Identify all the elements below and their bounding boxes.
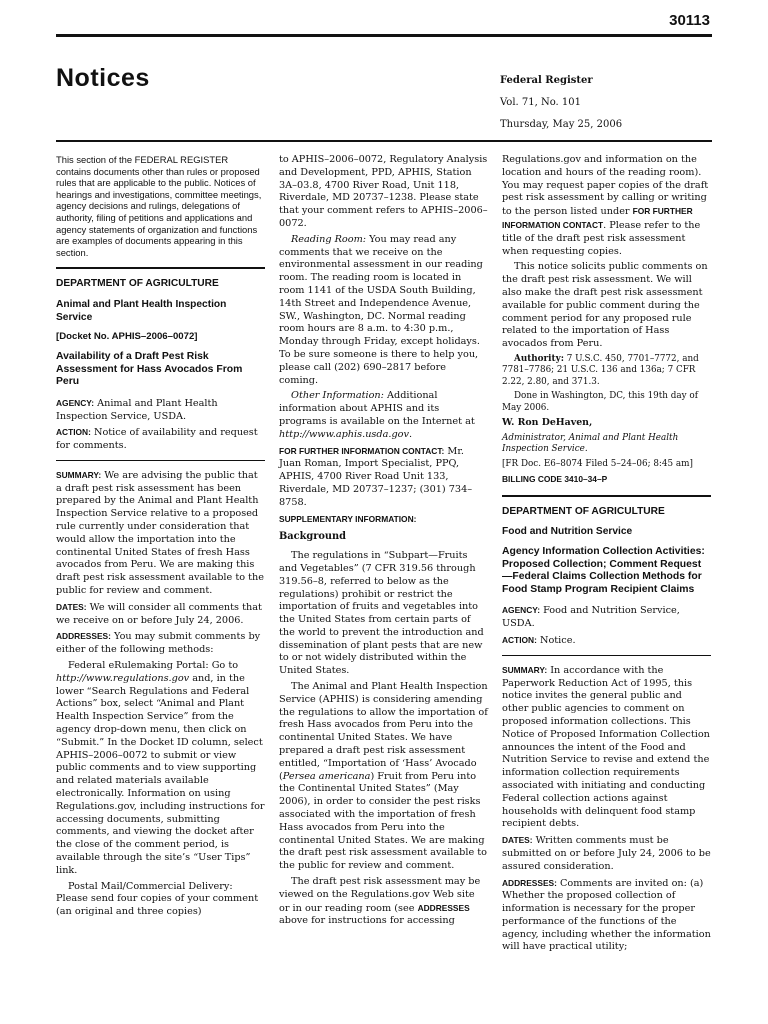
agency-label: AGENCY:	[56, 397, 94, 408]
erulemaking-paragraph	[56, 660, 265, 878]
column-2	[279, 154, 488, 957]
authority-text: 7 U.S.C. 450, 7701–7772, and 7781–7786; 21 U.S.C. 136 and 136a; 7 CFR 2.22, 2.80, and 371.3.	[502, 353, 699, 387]
reading-room-text: You may read any comments that we receive on the environmental assessment in our reading room. The reading room is located in room 1141 of the USDA South Building, 14th Street and Independence Avenue, SW., Washington, DC. Normal reading room hours are 8 a.m. to 4:30 p.m., Monday through Friday, except holidays. To be sure someone is there to help you, please call (202) 690–2817 before coming.	[279, 233, 483, 386]
department-heading: DEPARTMENT OF AGRICULTURE	[56, 278, 219, 290]
background-heading: Background	[279, 531, 347, 543]
dates-field	[56, 601, 265, 628]
column-3	[502, 154, 711, 957]
addresses-label-2: ADDRESSES:	[502, 877, 557, 888]
volume-number: Vol. 71, No. 101	[500, 97, 582, 108]
notice-title-2: Agency Information Collection Activities: Proposed Collection; Comment Request—Federal Claims Collection Methods for Food Stamp Program Recipient Claims	[502, 545, 705, 595]
agency-text: Animal and Plant Health Inspection Service, USDA.	[56, 397, 218, 422]
summary-text-2: In accordance with the Paperwork Reduction Act of 1995, this notice invites the general public and other public agencies to comment on proposed information collections. This Notice of Proposed Information Collection announces the intent of the Food and Nutrition Service to revise and extend the information collection requirements associated with initiating and conducting Federal collection actions against households with delinquent food stamp recipient debts.	[502, 664, 710, 830]
addresses-field-2	[502, 877, 711, 955]
background-text: The Animal and Plant Health Inspection Service (APHIS) is considering amending the regulations to allow the importation of fresh Hass avocados from Peru into the continental United States. We have prepared a draft pest risk assessment entitled, “Importation of ‘Hass’ Avocado (	[279, 681, 488, 782]
background-text-cont: ) Fruit from Peru into the Continental United States” (May 2006), in order to consider the pest risks associated with the importation of fresh Hass avocados from Peru into the continental United States. We are making the draft pest risk assessment available to the public for review and comment.	[279, 770, 487, 872]
dates-text-2: Written comments must be submitted on or before July 24, 2006 to be assured consideration.	[502, 835, 711, 872]
reading-room-paragraph	[279, 234, 488, 388]
section-title: Notices	[56, 64, 150, 92]
action-field-2	[502, 634, 711, 648]
signer-name: W. Ron DeHaven,	[502, 416, 593, 428]
continued-text-cont: . Please refer to the title of the draft pest risk assessment when requesting copies.	[502, 219, 701, 257]
summary-field	[56, 469, 265, 598]
summary-label: SUMMARY:	[56, 469, 102, 480]
agency-field-2	[502, 604, 711, 631]
erulemaking-text: Federal eRulemaking Portal: Go to	[68, 660, 239, 672]
addresses-field	[56, 630, 265, 657]
content-columns	[56, 154, 712, 957]
publication-date: Thursday, May 25, 2006	[500, 119, 623, 130]
action-label: ACTION:	[56, 427, 91, 438]
addresses-text-2: Comments are invited on: (a) Whether the proposed collection of information is necessary for the proper performance of the functions of the agency, including whether the information will have practical utility;	[502, 877, 711, 953]
action-text: Notice of availability and request for comments.	[56, 427, 258, 452]
docket-number: [Docket No. APHIS–2006–0072]	[56, 331, 198, 343]
addresses-reference: ADDRESSES	[417, 902, 470, 913]
contact-field	[279, 445, 488, 510]
action-field	[56, 426, 265, 453]
summary-text: We are advising the public that a draft pest risk assessment has been prepared by the Animal and Plant Health Inspection Service relative to a proposed rule currently under consideration that would allow the importation into the continental United States of fresh Hass avocados from Peru. We are making this draft pest risk assessment available to the public for review and comment.	[56, 469, 264, 597]
action-label-2: ACTION:	[502, 634, 537, 645]
erulemaking-text-cont: and, in the lower “Search Regulations and Federal Actions” box, select “Animal and Plant Health Inspection Service” from the agency drop-down menu, then click on “Submit.” In the Docket ID column, select APHIS–2006–0072 to submit or view public comments and to view supporting and related materials available electronically. Information on using Regulations.gov, including instructions for accessing documents, submitting comments, and viewing the docket after the close of the comment period, is available through the site’s “User Tips” link.	[56, 672, 265, 876]
addresses-text: You may submit comments by either of the following methods:	[56, 631, 261, 656]
continued-text: Regulations.gov and information on the location and hours of the reading room). You may request paper copies of the draft pest risk assessment by calling or writing to the person listed under	[502, 154, 709, 218]
addresses-label: ADDRESSES:	[56, 631, 111, 642]
dates-field-2	[502, 834, 711, 873]
notice-title: Availability of a Draft Pest Risk Assessment for Hass Avocados From Peru	[56, 350, 243, 388]
background-text: The draft pest risk assessment may be viewed on the Regulations.gov Web site or in our reading room (see	[279, 876, 481, 914]
agency-field	[56, 397, 265, 424]
authority-paragraph	[502, 354, 711, 388]
supplementary-field	[279, 513, 488, 527]
other-info-label: Other Information:	[291, 390, 384, 402]
dates-text: We will consider all comments that we receive on or before July 24, 2006.	[56, 601, 262, 626]
agency-label-2: AGENCY:	[502, 605, 540, 616]
species-name: Persea americana	[282, 770, 371, 782]
divider	[56, 460, 265, 461]
header-rule	[56, 140, 712, 142]
section-intro: This section of the FEDERAL REGISTER contains documents other than rules or proposed rules that are applicable to the public. Notices of hearings and investigations, committee meetings, agency decisions and rulings, delegations of authority, filing of petitions and applications and agency statements of organization and functions are examples of documents appearing in this section.	[56, 154, 262, 258]
contact-label: FOR FURTHER INFORMATION CONTACT:	[279, 445, 445, 456]
department-heading-2: DEPARTMENT OF AGRICULTURE	[502, 505, 665, 517]
postal-paragraph-cont: to APHIS–2006–0072, Regulatory Analysis and Development, PPD, APHIS, Station 3A–03.8, 4700 River Road, Unit 118, Riverdale, MD 20737–1238. Please state that your comment refers to APHIS–2006–0072.	[279, 154, 488, 229]
action-text-2: Notice.	[539, 634, 576, 646]
summary-field-2	[502, 664, 711, 831]
other-info-text: Additional information about APHIS and its programs is available on the Internet at	[279, 390, 475, 427]
agency-text-2: Food and Nutrition Service, USDA.	[502, 605, 680, 630]
publication-name: Federal Register	[500, 75, 593, 86]
masthead	[500, 70, 720, 136]
page-number: 30113	[669, 12, 710, 29]
solicit-paragraph: This notice solicits public comments on the draft pest risk assessment. We will also make the draft pest risk assessment available for public comment during the comment period for any proposed rule related to the importation of Hass avocados from Peru.	[502, 261, 708, 350]
column-1	[56, 154, 265, 957]
agency-heading-2: Food and Nutrition Service	[502, 526, 633, 538]
top-rule	[56, 34, 712, 37]
other-info-end: .	[408, 428, 413, 440]
authority-label: Authority:	[514, 353, 564, 364]
other-info-paragraph	[279, 390, 488, 441]
signer-title: Administrator, Animal and Plant Health Inspection Service.	[502, 432, 679, 455]
billing-code: BILLING CODE 3410–34–P	[502, 474, 608, 484]
continued-paragraph	[502, 154, 711, 258]
done-date: Done in Washington, DC, this 19th day of May 2006.	[502, 391, 698, 413]
regulations-link[interactable]: http://www.regulations.gov	[56, 672, 190, 684]
postal-paragraph: Postal Mail/Commercial Delivery: Please send four copies of your comment (an original and three copies)	[56, 880, 259, 918]
divider	[56, 267, 265, 269]
background-paragraph-2	[279, 681, 488, 873]
dates-label: DATES:	[56, 601, 87, 612]
reading-room-label: Reading Room:	[291, 233, 367, 245]
summary-label-2: SUMMARY:	[502, 664, 548, 675]
background-paragraph-1: The regulations in “Subpart—Fruits and Vegetables” (7 CFR 319.56 through 319.56–8, referred to below as the regulations) prohibit or restrict the importation of fruits and vegetables into the United States from certain parts of the world to prevent the introduction and dissemination of plant pests that are new to or not widely distributed within the United States.	[279, 550, 484, 677]
background-paragraph-3	[279, 876, 488, 928]
background-text-cont: above for instructions for accessing	[279, 915, 455, 927]
contact-text: Mr. Juan Roman, Import Specialist, PPQ, APHIS, 4700 River Road Unit 133, Riverdale, MD 20737–1237; (301) 734–8758.	[279, 445, 473, 508]
divider	[502, 495, 711, 497]
supplementary-label: SUPPLEMENTARY INFORMATION:	[279, 513, 417, 524]
contact-reference: FOR FURTHER INFORMATION CONTACT	[502, 206, 693, 230]
agency-heading: Animal and Plant Health Inspection Service	[56, 298, 227, 323]
fr-doc-line: [FR Doc. E6–8074 Filed 5–24–06; 8:45 am]	[502, 458, 693, 469]
aphis-link[interactable]: http://www.aphis.usda.gov	[279, 428, 409, 440]
dates-label-2: DATES:	[502, 835, 533, 846]
divider	[502, 655, 711, 656]
